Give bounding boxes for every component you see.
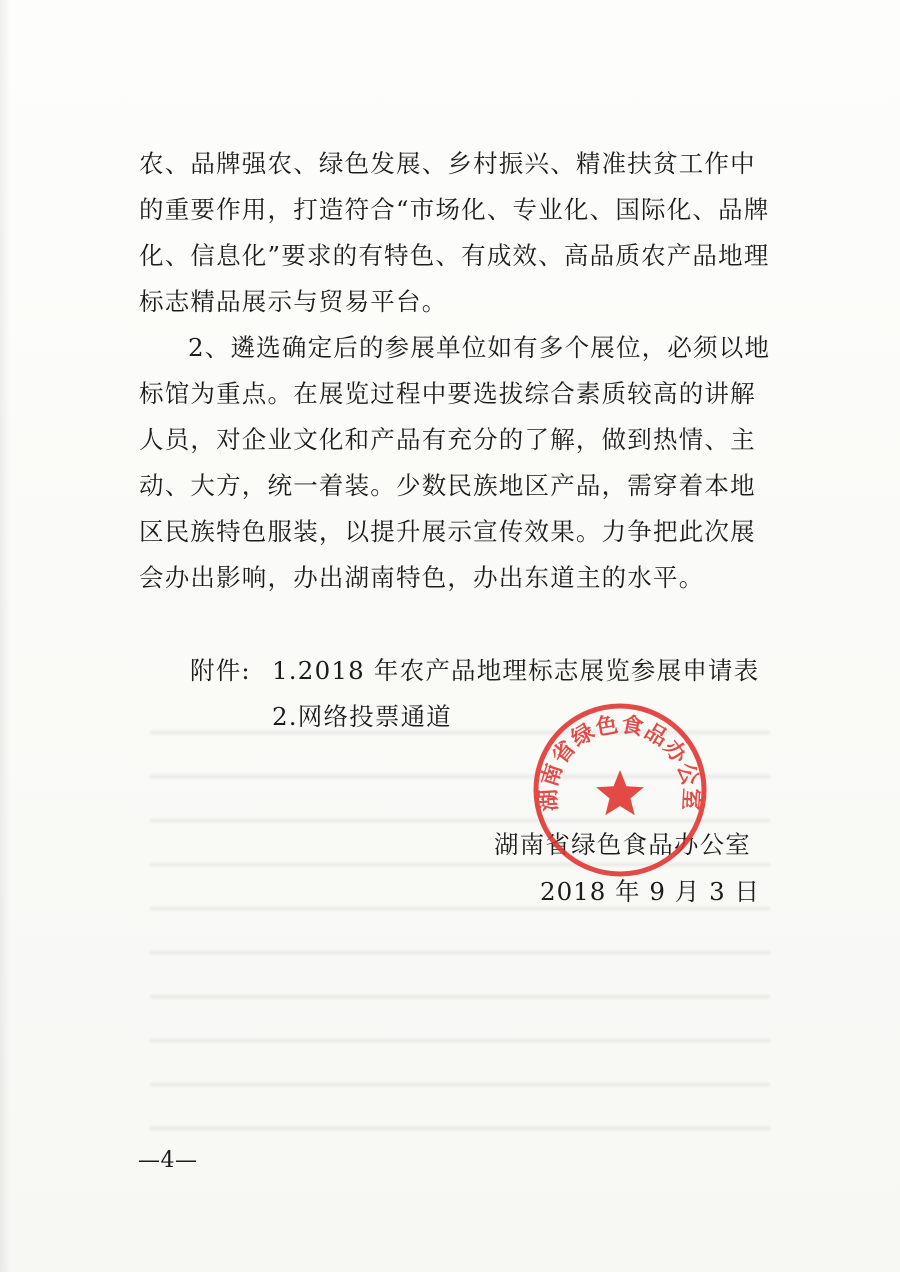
paragraph-item-2: 2、遴选确定后的参展单位如有多个展位，必须以地标馆为重点。在展览过程中要选拔综合素质较高的讲解人员，对企业文化和产品有充分的了解，做到热情、主动、大方，统一着装。少数民族地区产品，需穿着本地区民族特色服装，以提升展示宣传效果。力争把此次展会办出影响，办出湖南特色，办出东道主的水平。 [139, 333, 771, 592]
paragraph-continued: 农、品牌强农、绿色发展、乡村振兴、精准扶贫工作中的重要作用，打造符合“市场化、专业化、国际化、品牌化、信息化”要求的有特色、有成效、高品质农产品地理标志精品展示与贸易平台。 [139, 149, 770, 316]
document-body [139, 141, 779, 601]
attachment-row-1 [190, 648, 759, 694]
attachment-item-1: 1.2018 年农产品地理标志展览参展申请表 [272, 656, 760, 685]
page-number: —4— [138, 1148, 198, 1173]
signing-organization: 湖南省绿色食品办公室 [494, 830, 751, 859]
seal-star-icon [596, 770, 644, 815]
attachment-item-2: 2.网络投票通道 [272, 702, 452, 731]
scan-edge-shadow [0, 0, 10, 1272]
attachments-label: 附件: [190, 656, 251, 685]
signing-date: 2018 年 9 月 3 日 [540, 877, 760, 906]
official-seal-stamp [530, 700, 710, 880]
seal-text: 湖南省绿色食品办公室 [536, 712, 704, 812]
